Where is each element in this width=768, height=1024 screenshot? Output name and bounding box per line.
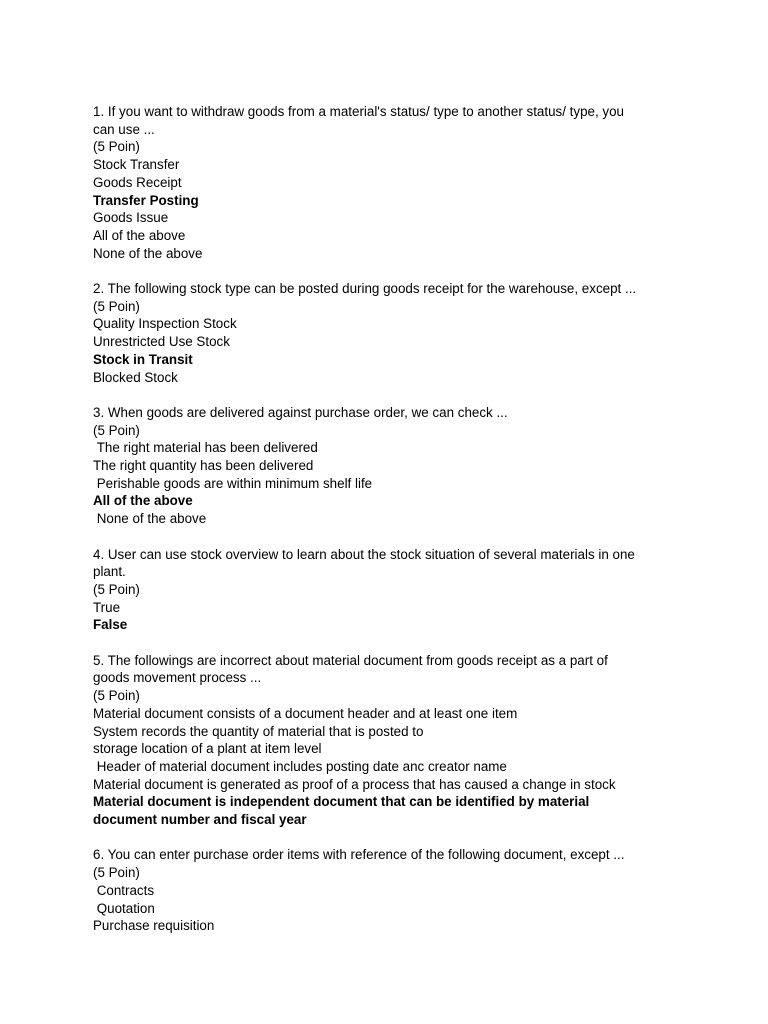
answer-option: Header of material document includes posting date anc creator name — [93, 758, 507, 774]
answer-option: All of the above — [93, 227, 186, 243]
question-points: (5 Poin) — [93, 688, 140, 704]
answer-option: None of the above — [93, 511, 207, 527]
question-points: (5 Poin) — [93, 422, 140, 438]
answer-option: The right quantity has been delivered — [93, 458, 314, 474]
answer-option: Material document is generated as proof of a process that has caused a change in stock — [93, 776, 616, 792]
question-points: (5 Poin) — [93, 581, 140, 597]
answer-option: Quality Inspection Stock — [93, 316, 237, 332]
answer-option-selected: Transfer Posting — [93, 192, 199, 208]
question-block — [93, 652, 693, 829]
document-page — [93, 103, 693, 953]
question-prompt-line: goods movement process ... — [93, 670, 262, 686]
answer-option-selected: Material document is independent document that can be identified by material — [93, 794, 590, 810]
answer-option: Stock Transfer — [93, 157, 180, 173]
answer-option: Blocked Stock — [93, 369, 178, 385]
question-block — [93, 546, 693, 635]
answer-option: Perishable goods are within minimum shelf life — [93, 475, 373, 491]
answer-option: Contracts — [93, 882, 155, 898]
answer-option: True — [93, 599, 121, 615]
answer-option: The right material has been delivered — [93, 440, 318, 456]
question-points: (5 Poin) — [93, 865, 140, 881]
question-prompt-line: can use ... — [93, 121, 155, 137]
question-prompt-line: 5. The followings are incorrect about material document from goods receipt as a part of — [93, 652, 608, 668]
answer-option: Material document consists of a document header and at least one item — [93, 705, 518, 721]
question-prompt-line: 1. If you want to withdraw goods from a material's status/ type to another status/ type, you — [93, 104, 625, 119]
answer-option: Unrestricted Use Stock — [93, 334, 230, 350]
question-block — [93, 103, 693, 262]
answer-option-selected: document number and fiscal year — [93, 812, 307, 828]
answer-option: Goods Issue — [93, 210, 169, 226]
question-prompt-line: plant. — [93, 564, 126, 580]
question-block — [93, 280, 693, 386]
answer-option: Purchase requisition — [93, 918, 215, 934]
answer-option: storage location of a plant at item level — [93, 741, 322, 757]
answer-option: Quotation — [93, 900, 155, 916]
question-prompt-line: 4. User can use stock overview to learn about the stock situation of several materials in one — [93, 546, 635, 562]
question-block — [93, 404, 693, 528]
answer-option: Goods Receipt — [93, 174, 182, 190]
answer-option-selected: False — [93, 617, 128, 633]
question-points: (5 Poin) — [93, 139, 140, 155]
question-block — [93, 846, 693, 935]
answer-option: None of the above — [93, 245, 203, 261]
question-prompt-line: 6. You can enter purchase order items with reference of the following document, except ... — [93, 847, 625, 863]
question-points: (5 Poin) — [93, 298, 140, 314]
answer-option-selected: All of the above — [93, 493, 193, 509]
answer-option: System records the quantity of material that is posted to — [93, 723, 424, 739]
answer-option-selected: Stock in Transit — [93, 351, 193, 367]
question-prompt-line: 2. The following stock type can be posted during goods receipt for the warehouse, except ... — [93, 281, 637, 297]
question-prompt-line: 3. When goods are delivered against purchase order, we can check ... — [93, 404, 508, 420]
